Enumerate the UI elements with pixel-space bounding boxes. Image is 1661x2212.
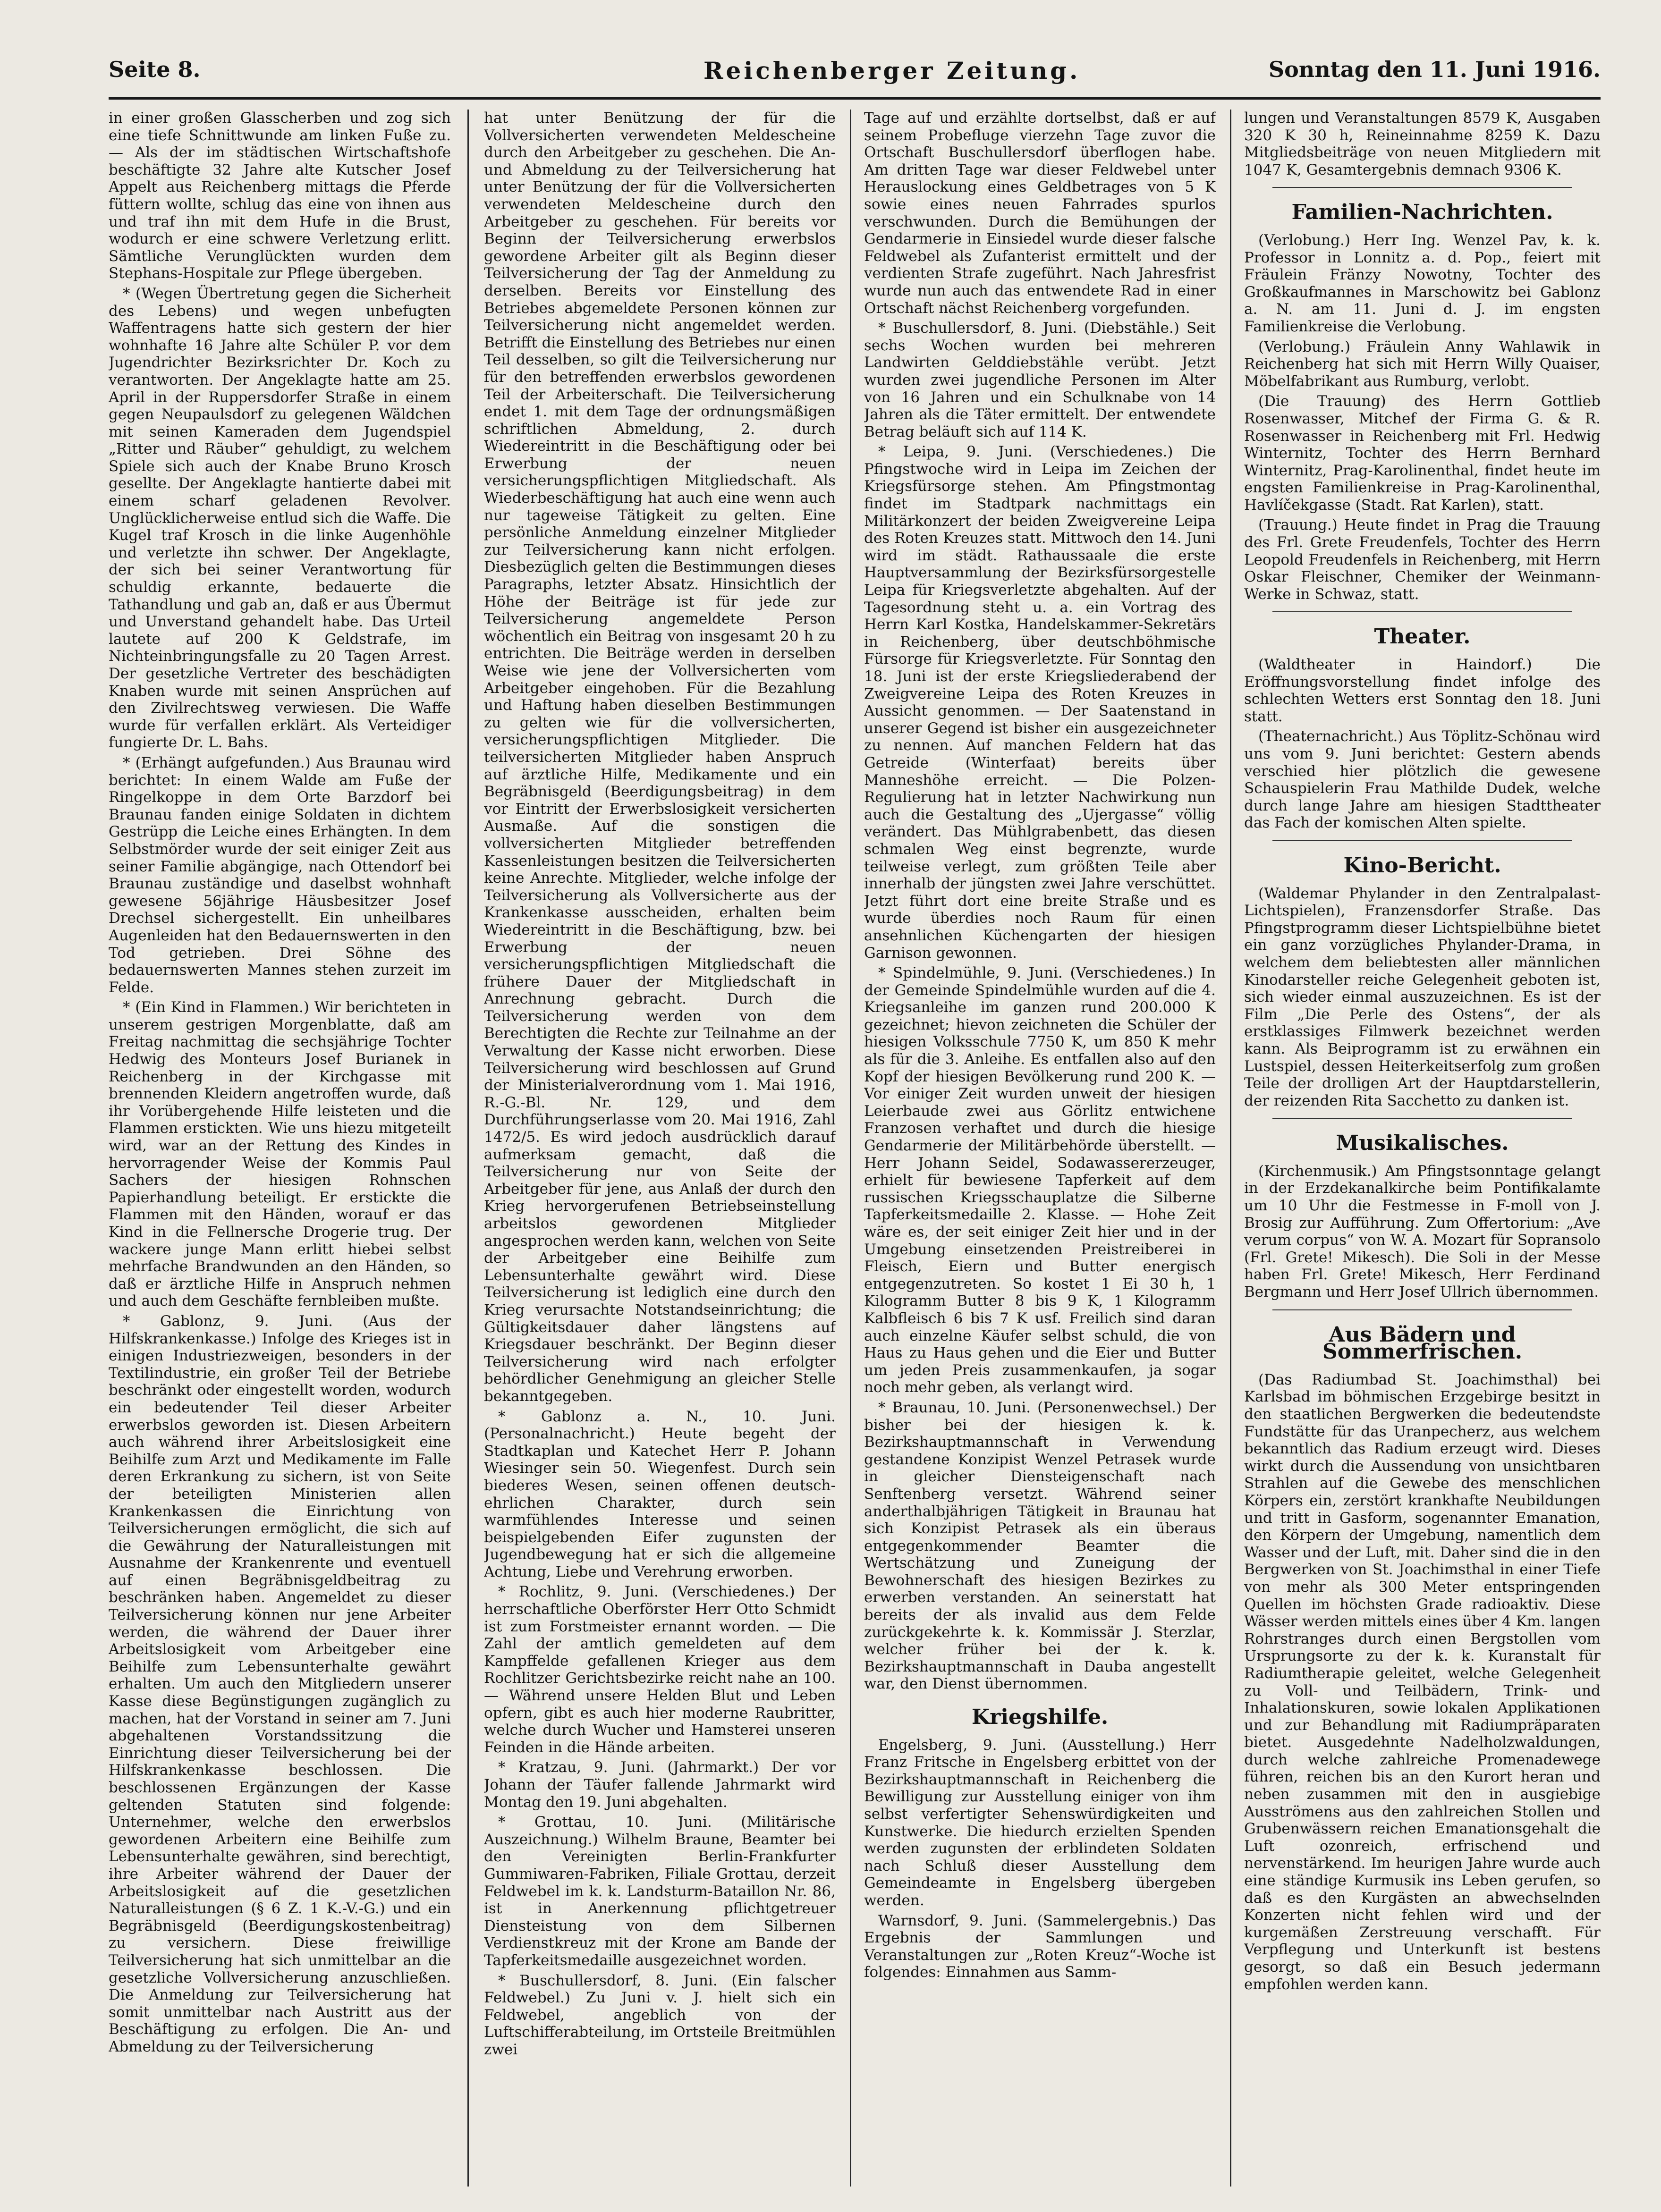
section-heading-kriegshilfe: Kriegshilfe.	[971, 1705, 1109, 1730]
article: * Grottau, 10. Juni. (Militärische Auszeichnung.) Wilhelm Braune, Beamter bei den Vereinigten Berlin-Frankfurter Gummiwaren-Fabriken, Filiale Grottau, derzeit Feldwebel im k. k. Landsturm-Bataillon Nr. 86, ist in Anerkennung pflichtgetreuer Diensteistung von dem Silbernen Verdienstkreuz mit der Krone am Bande der Tapferkeitsmedaille ausgezeichnet worden.	[484, 1814, 836, 1969]
article: hat unter Benützung der für die Vollversicherten verwendeten Meldescheine durch den Arbeitgeber zu geschehen. Die An- und Abmeldung zu der Teilversicherung hat unter Benützung der für die Vollversicherten verwendeten Meldescheine durch den Arbeitgeber zu geschehen. Für bereits vor Beginn der Teilversicherung erwerbslos gewordene Arbeiter gilt als Beginn dieser Teilversicherung der Tag der Anmeldung zu derselben. Bereits vor Einstellung des Betriebes abgemeldete Personen können zur Teilversicherung nicht angemeldet werden. Betrifft die Einstellung des Betriebes nur einen Teil desselben, so gilt die Teilversicherung nur für den betreffenden erwerbslos gewordenen Teil der Arbeiterschaft. Die Teilversicherung endet 1. mit dem Tage der ordnungsmäßigen schriftlichen Abmeldung, 2. durch Wiedereintritt in die Beschäftigung oder bei Erwerbung der neuen versicherungspflichtigen Mitgliedschaft. Als Wiederbeschäftigung hat auch eine wenn auch nur tageweise Tätigkeit zu gelten. Eine persönliche Anmeldung einzelner Mitglieder zur Teilversicherung kann nicht erfolgen. Diesbezüglich gelten die Bestimmungen dieses Paragraphs, letzter Absatz. Hinsichtlich der Höhe der Beiträge ist für jede zur Teilversicherung angemeldete Person wöchentlich ein Beitrag von insgesamt 20 h zu entrichten. Die Beiträge werden in derselben Weise wie jene der Vollversicherten vom Arbeitgeber eingehoben. Für die Bezahlung und Haftung haben dieselben Bestimmungen zu gelten wie für die vollversicherten, versicherungspflichtigen Mitglieder. Die teilversicherten Mitglieder haben Anspruch auf ärztliche Hilfe, Medikamente und ein Begräbnisgeld (Beerdigungsbeitrag) in dem vor Eintritt der Erwerbslosigkeit versicherten Ausmaße. Auf die sonstigen die vollversicherten Mitglieder betreffenden Kassenleistungen besitzen die Teilversicherten keine Anrechte. Mitglieder, welche infolge der Teilversicherung als Vollversicherte aus der Krankenkasse ausscheiden, erhalten beim Wiedereintritt in die Beschäftigung, bzw. bei Erwerbung der neuen versicherungspflichtigen Mitgliedschaft die frühere Dauer der Mitgliedschaft in Anrechnung gebracht. Durch die Teilversicherung werden von dem Berechtigten die Rechte zur Teilnahme an der Verwaltung der Kasse nicht erworben. Diese Teilversicherung wird beschlossen auf Grund der Ministerialverordnung vom 1. Mai 1916, R.-G.-Bl. Nr. 129, und dem Durchführungserlasse vom 20. Mai 1916, Zahl 1472/5. Es wird jedoch ausdrücklich darauf aufmerksam gemacht, daß die Teilversicherung nur von Seite der Arbeitgeber für jene, aus Anlaß der durch den Krieg hervorgerufenen Betriebseinstellung arbeitslos gewordenen Mitglieder angesprochen werden kann, welchen von Seite der Arbeitgeber eine Beihilfe zum Lebensunterhalte gewährt wird. Diese Teilversicherung ist lediglich eine durch den Krieg verursachte Notstandseinrichtung; die Gültigkeitsdauer daher längstens auf Kriegsdauer beschränkt. Der Beginn dieser Teilversicherung wird nach erfolgter behördlicher Genehmigung an gleicher Stelle bekanntgegeben.	[484, 110, 836, 1405]
section-heading: Aus Bädern und Sommerfrischen.	[1322, 1322, 1523, 1364]
article: (Die Trauung) des Herrn Gottlieb Rosenwasser, Mitchef der Firma G. & R. Rosenwasser in Reichenberg mit Frl. Hedwig Winternitz, Tochter des Herrn Bernhard Winternitz, Prag-Karolinenthal, findet heute im engsten Familienkreise in Prag-Karolinenthal, Havlíčekgasse (Stadt. Rat Karlen), statt.	[1244, 393, 1601, 514]
section-rule	[1272, 187, 1572, 188]
section-rule	[1272, 840, 1572, 841]
column-3	[864, 110, 1216, 2177]
section-heading: Kino-Bericht.	[1343, 853, 1501, 878]
article: (Waldtheater in Haindorf.) Die Eröffnungsvorstellung findet infolge des schlechten Wetters erst Sonntag den 18. Juni statt.	[1244, 656, 1601, 725]
article: * Spindelmühle, 9. Juni. (Verschiedenes.) In der Gemeinde Spindelmühle wurden auf die 4. Kriegsanleihe im ganzen rund 200.000 K gezeichnet; hievon zeichneten die Schüler der hiesigen Volksschule 7750 K, um 850 K mehr als für die 3. Anleihe. Es entfallen also auf den Kopf der hiesigen Bevölkerung rund 200 K. — Vor einiger Zeit wurden unweit der hiesigen Leierbaude zwei aus Görlitz entwichene Franzosen verhaftet und durch die hiesige Gendarmerie der Militärbehörde überstellt. — Herr Johann Seidel, Sodawassererzeuger, erhielt für bewiesene Tapferkeit auf dem russischen Kriegsschauplatze die Silberne Tapferkeitsmedaille 2. Klasse. — Hohe Zeit wäre es, der seit einiger Zeit hier und in der Umgebung einsetzenden Preistreiberei in Fleisch, Eiern und Butter energisch entgegenzutreten. So kostet 1 Ei 30 h, 1 Kilogramm Butter 8 bis 9 K, 1 Kilogramm Kalbfleisch 6 bis 7 K usf. Freilich sind daran auch einzelne Käufer selbst schuld, die von Haus zu Haus gehen und die Eier und Butter um jeden Preis zusammenkaufen, ja sogar noch mehr geben, als verlangt wird.	[864, 964, 1216, 1396]
article: Tage auf und erzählte dortselbst, daß er auf seinem Probefluge vierzehn Tage zuvor die Ortschaft Buschullersdorf überflogen habe. Am dritten Tage war dieser Feldwebel unter Herauslockung eines Geldbetrages von 5 K sowie eines neuen Fahrrades spurlos verschwunden. Durch die Bemühungen der Gendarmerie in Einsiedel wurde dieser falsche Feldwebel als Zufanterist ermittelt und der verdienten Strafe zugeführt. Nach Jahresfrist wurde nun auch das entwendete Rad in einer Ortschaft nächst Reichenberg vorgefunden.	[864, 110, 1216, 317]
page-number: Seite 8.	[109, 57, 201, 82]
column-divider	[1230, 110, 1231, 2187]
article: * Leipa, 9. Juni. (Verschiedenes.) Die Pfingstwoche wird in Leipa im Zeichen der Kriegsfürsorge stehen. Am Pfingstmontag findet im Stadtpark nachmittags ein Militärkonzert der beiden Zweigvereine Leipa des Roten Kreuzes statt. Mittwoch den 14. Juni wird im städt. Rathaussaale die erste Hauptversammlung der Bezirksfürsorgestelle Leipa für Kriegsverletzte abgehalten. Auf der Tagesordnung steht u. a. ein Vortrag des Herrn Karl Kostka, Handelskammer-Sekretärs in Reichenberg, über deutschböhmische Fürsorge für Kriegsverletzte. Für Sonntag den 18. Juni ist der erste Kriegsliederabend der Zweigvereine Leipa des Roten Kreuzes in Aussicht genommen. — Der Saatenstand in unserer Gegend ist bisher ein ausgezeichneter zu nennen. Auf manchen Feldern hat das Getreide (Winterfaat) bereits über Manneshöhe erreicht. — Die Polzen-Regulierung hat in letzter Nachwirkung nun auch die Gestaltung des „Ujergasse“ völlig verändert. Das Mühlgrabenbett, das diesen schmalen Weg einst begrenzte, wurde teilweise verlegt, zum größten Teile aber innerhalb der jüngsten zwei Jahre verschüttet. Jetzt führt dort eine breite Straße und es wurde überdies noch Raum für einen ansehnlichen Küchengarten der hiesigen Garnison gewonnen.	[864, 443, 1216, 962]
section-heading: Theater.	[1374, 625, 1471, 649]
section-rule	[1272, 611, 1572, 612]
article: Engelsberg, 9. Juni. (Ausstellung.) Herr Franz Fritsche in Engelsberg erbittet von der Bezirkshauptmannschaft in Reichenberg die Bewilligung zur Ausstellung einiger von ihm selbst verfertigter Sehenswürdigkeiten und Kunstwerke. Die hiedurch erzielten Spenden werden zugunsten der erblindeten Soldaten nach Schluß dieser Ausstellung dem Gemeindeamte in Engelsberg übergeben werden.	[864, 1736, 1216, 1909]
article: * Buschullersdorf, 8. Juni. (Ein falscher Feldwebel.) Zu Juni v. J. hielt sich ein Feldwebel, angeblich von der Luftschifferabteilung, im Ortsteile Breitmühlen zwei	[484, 1972, 836, 2058]
article: * Kratzau, 9. Juni. (Jahrmarkt.) Der vor Johann der Täufer fallende Jahrmarkt wird Montag den 19. Juni abgehalten.	[484, 1759, 836, 1811]
article: * Gablonz a. N., 10. Juni. (Personalnachricht.) Heute begeht der Stadtkaplan und Katechet Herr P. Johann Wiesinger sein 50. Wiegenfest. Durch sein biederes Wesen, seinen offenen deutsch-ehrlichen Charakter, durch sein warmfühlendes Interesse und seinen beispielgebenden Eifer zugunsten der Jugendbewegung hat er sich die allgemeine Achtung, Liebe und Verehrung erworben.	[484, 1408, 836, 1580]
article: Warnsdorf, 9. Juni. (Sammelergebnis.) Das Ergebnis der Sammlungen und Veranstaltungen zur „Roten Kreuz“-Woche ist folgendes: Einnahmen aus Samm-	[864, 1912, 1216, 1981]
article: in einer großen Glasscherben und zog sich eine tiefe Schnittwunde am linken Fuße zu. — Als der im städtischen Wirtschaftshofe beschäftigte 32 Jahre alte Kutscher Josef Appelt aus Reichenberg mittags die Pferde füttern wollte, schlug das eine von ihnen aus und traf ihn mit dem Hufe in die Brust, wodurch er eine schwere Verletzung erlitt. Sämtliche Verunglückten wurden dem Stephans-Hospitale zur Pflege übergeben.	[109, 110, 451, 282]
article: (Theaternachricht.) Aus Töplitz-Schönau wird uns vom 9. Juni berichtet: Gestern abends verschied hier plötzlich die gewesene Schauspielerin Frau Mathilde Dudek, welche durch lange Jahre am hiesigen Stadttheater das Fach der komischen Alten spielte.	[1244, 728, 1601, 832]
issue-date: Sonntag den 11. Juni 1916.	[1268, 57, 1601, 82]
section-heading: Familien-Nachrichten.	[1291, 200, 1553, 225]
page-header	[109, 57, 1601, 94]
section-heading: Musikalisches.	[1336, 1131, 1509, 1156]
column-1	[109, 110, 451, 2177]
article: (Kirchenmusik.) Am Pfingstsonntage gelangt in der Erzdekanalkirche beim Pontifikalamte um 10 Uhr die Festmesse in F-moll von J. Brosig zur Aufführung. Zum Offertorium: „Ave verum corpus“ von W. A. Mozart für Sopransolo (Frl. Grete! Mikesch). Die Soli in der Messe haben Frl. Grete! Mikesch, Herr Ferdinand Bergmann und Herr Josef Ullrich übernommen.	[1244, 1162, 1601, 1301]
article: * Gablonz, 9. Juni. (Aus der Hilfskrankenkasse.) Infolge des Krieges ist in einigen Industriezweigen, besonders in der Textilindustrie, ein großer Teil der Betriebe beschränkt oder eingestellt worden, wodurch ein bedeutender Teil dieser Arbeiter erwerbslos geworden ist. Diesen Arbeitern auch während ihrer Arbeitslosigkeit eine Beihilfe zum Arzt und Medikamente im Falle deren Erkrankung zu sichern, ist von Seite der beteiligten Ministerien allen Krankenkassen die Einrichtung von Teilversicherungen ermöglicht, die sich auf die Gewährung der Naturalleistungen mit Ausnahme der Krankenrente und eventuell auf einen Begräbnisgeldbeitrag zu beschränken haben. Angemeldet zu dieser Teilversicherung können nur jene Arbeiter werden, die während der Dauer ihrer Arbeitslosigkeit vom Arbeitgeber eine Beihilfe zum Lebensunterhalte gewährt erhalten. Um auch den Mitgliedern unserer Kasse diese Begünstigungen zugänglich zu machen, hat der Vorstand in seiner am 7. Juni abgehaltenen Vorstandssitzung die Einrichtung dieser Teilversicherung bei der Hilfskrankenkasse beschlossen. Die beschlossenen Ergänzungen der Kasse geltenden Statuten sind folgende: Unternehmer, welche den erwerbslos gewordenen Arbeitern eine Beihilfe zum Lebensunterhalte gewähren, sind berechtigt, ihre Arbeiter während der Dauer der Arbeitslosigkeit auf die gesetzlichen Naturalleistungen (§ 6 Z. 1 K.-V.-G.) und ein Begräbnisgeld (Beerdigungskostenbeitrag) zu versichern. Diese freiwillige Teilversicherung hat sich unmittelbar an die gesetzliche Vollversicherung anzuschließen. Die Anmeldung zur Teilversicherung hat somit unmittelbar nach Austritt aus der Beschäftigung zu erfolgen. Die An- und Abmeldung zu der Teilversicherung	[109, 1312, 451, 2055]
column-2	[484, 110, 836, 2177]
section-rule	[1272, 1309, 1572, 1310]
header-rule	[109, 97, 1601, 100]
article: * (Wegen Übertretung gegen die Sicherheit des Lebens) und wegen unbefugten Waffentragens hatte sich gestern der hier wohnhafte 16 Jahre alte Schüler P. vor dem Jugendrichter Bezirksrichter Dr. Koch zu verantworten. Der Angeklagte hatte am 25. April in der Ruppersdorfer Straße in einem gegen Neupaulsdorf zu gelegenen Wäldchen mit seinen Kameraden dem Jugendspiel „Ritter und Räuber“ gehuldigt, zu welchem Spiele sich auch der Knabe Bruno Krosch gesellte. Der Angeklagte hantierte dabei mit einem scharf geladenen Revolver. Unglücklicherweise entlud sich die Waffe. Die Kugel traf Krosch in die linke Augenhöhle und verletzte ihn schwer. Der Angeklagte, der sich bei seiner Verantwortung für schuldig erkannte, bedauerte die Tathandlung und gab an, daß er aus Übermut und Unverstand gehandelt habe. Das Urteil lautete auf 200 K Geldstrafe, im Nichteinbringungsfalle zu 20 Tagen Arrest. Der gesetzliche Vertreter des beschädigten Knaben wurde mit seinen Ansprüchen auf den Zivilrechtsweg verwiesen. Die Waffe wurde für verfallen erklärt. Als Verteidiger fungierte Dr. L. Bahs.	[109, 285, 451, 751]
column-4	[1244, 110, 1601, 2177]
masthead: Reichenberger Zeitung.	[703, 57, 1081, 84]
article: * Rochlitz, 9. Juni. (Verschiedenes.) Der herrschaftliche Oberförster Herr Otto Schmidt ist zum Forstmeister ernannt worden. — Die Zahl der amtlich gemeldeten auf dem Kampffelde gefallenen Krieger aus dem Rochlitzer Gerichtsbezirke reicht nahe an 100. — Während unsere Helden Blut und Leben opfern, gibt es auch hier moderne Raubritter, welche durch Wucher und Hamsterei unseren Feinden in die Hände arbeiten.	[484, 1583, 836, 1756]
article: (Trauung.) Heute findet in Prag die Trauung des Frl. Grete Freudenfels, Tochter des Herrn Leopold Freudenfels in Reichenberg, mit Herrn Oskar Fleischner, Chemiker der Weinmann-Werke in Schwaz, statt.	[1244, 516, 1601, 603]
article: (Waldemar Phylander in den Zentralpalast-Lichtspielen), Franzensdorfer Straße. Das Pfingstprogramm dieser Lichtspielbühne bietet ein ganz vorzügliches Phylander-Drama, in welchem dem beliebtesten aller männlichen Kinodarsteller reiche Gelegenheit geboten ist, sich wieder einmal auszuzeichnen. Es ist der Film „Die Perle des Ostens“, der als erstklassiges Filmwerk bezeichnet werden kann. Als Beiprogramm ist zu erwähnen ein Lustspiel, dessen Heiterkeitserfolg zum großen Teile der drolligen Art der Hauptdarstellerin, der reizenden Rita Sacchetto zu danken ist.	[1244, 885, 1601, 1109]
article: lungen und Veranstaltungen 8579 K, Ausgaben 320 K 30 h, Reineinnahme 8259 K. Dazu Mitgliedsbeiträge von neuen Mitgliedern mit 1047 K, Gesamtergebnis demnach 9306 K.	[1244, 110, 1601, 178]
article: * Buschullersdorf, 8. Juni. (Diebstähle.) Seit sechs Wochen wurden bei mehreren Landwirten Gelddiebstähle verübt. Jetzt wurden zwei jugendliche Personen im Alter von 16 Jahren und ein Schulknabe von 14 Jahren als die Täter ermittelt. Der entwendete Betrag beläuft sich auf 114 K.	[864, 320, 1216, 440]
article: (Verlobung.) Fräulein Anny Wahlawik in Reichenberg hat sich mit Herrn Willy Quaiser, Möbelfabrikant aus Rumburg, verlobt.	[1244, 338, 1601, 390]
column-divider	[467, 110, 469, 2187]
section-rule	[1272, 1118, 1572, 1119]
article: (Das Radiumbad St. Joachimsthal) bei Karlsbad im böhmischen Erzgebirge besitzt in den staatlichen Bergwerken die bedeutendste Fundstätte für das Uranpecherz, aus welchem bekanntlich das Radium erzeugt wird. Dieses wirkt durch die Aussendung von unsichtbaren Strahlen auf die Gewebe des menschlichen Körpers ein, zerstört krankhafte Neubildungen und tritt in Gasform, sogenannter Emanation, den Körpern der Umgebung, namentlich dem Wasser und der Luft, mit. Daher sind die in den Bergwerken von St. Joachimsthal in einer Tiefe von mehr als 300 Meter entspringenden Quellen im höchsten Grade radioaktiv. Diese Wässer werden mittels eines über 4 Km. langen Rohrstranges durch einen Bergstollen vom Ursprungsorte zu der k. k. Kuranstalt für Radiumtherapie geleitet, welche Gelegenheit zu Voll- und Teilbädern, Trink- und Inhalationskuren, sowie lokalen Applikationen und zur Behandlung mit Radiumpräparaten bietet. Ausgedehnte Nadelholzwaldungen, durch welche zahlreiche Promenadewege führen, reichen bis an den Kurort heran und neben zusammen mit den in ausgiebige Ausströmens aus den zahlreichen Stollen und Grubenwässern reichen Emanationsgehalt die Luft ozonreich, erfrischend und nervenstärkend. Im heurigen Jahre wurde auch eine ständige Kurmusik ins Leben gerufen, so daß es den Kurgästen an abwechselnden Konzerten nicht fehlen wird und der kurgemäßen Zerstreuung verschafft. Für Verpflegung und Unterkunft ist bestens gesorgt, so daß ein Besuch jedermann empfohlen werden kann.	[1244, 1371, 1601, 1993]
article: * (Erhängt aufgefunden.) Aus Braunau wird berichtet: In einem Walde am Fuße der Ringelkoppe in dem Orte Barzdorf bei Braunau fanden einige Soldaten in dichtem Gestrüpp die Leiche eines Erhängten. In dem Selbstmörder wurde der seit einiger Zeit aus seiner Familie abgängige, nach Ottendorf bei Braunau zuständige und daselbst wohnhaft gewesene 56jährige Häusbesitzer Josef Drechsel sichergestellt. Ein unheilbares Augenleiden hat den Bedauernswerten in den Tod getrieben. Drei Söhne des bedauernswerten Mannes stehen zurzeit im Felde.	[109, 754, 451, 996]
article: * Braunau, 10. Juni. (Personenwechsel.) Der bisher bei der hiesigen k. k. Bezirkshauptmannschaft in Verwendung gestandene Konzipist Wenzel Petrasek wurde in gleicher Diensteigenschaft nach Senftenberg versetzt. Während seiner anderthalbjährigen Tätigkeit in Braunau hat sich Konzipist Petrasek als ein überaus entgegenkommender Beamter die Wertschätzung und Zuneigung der Bewohnerschaft des hiesigen Bezirkes zu erwerben verstanden. An seinerstatt hat bereits der als invalid aus dem Felde zurückgekehrte k. k. Kommissär J. Sterzlar, welcher früher bei der k. k. Bezirkshauptmannschaft in Dauba angestellt war, den Dienst übernommen.	[864, 1399, 1216, 1693]
article: (Verlobung.) Herr Ing. Wenzel Pav, k. k. Professor in Lonnitz a. d. Pop., feiert mit Fräulein Fränzy Nowotny, Tochter des Großkaufmannes in Marschowitz bei Gablonz a. N. am 11. Juni d. J. im engsten Familienkreise die Verlobung.	[1244, 231, 1601, 335]
article: * (Ein Kind in Flammen.) Wir berichteten in unserem gestrigen Morgenblatte, daß am Freitag nachmittag die sechsjährige Tochter Hedwig des Monteurs Josef Burianek in Reichenberg in der Kirchgasse mit brennenden Kleidern angetroffen wurde, daß ihr Vorübergehende Hilfe leisteten und die Flammen erstickten. Wie uns hiezu mitgeteilt wird, war an der Rettung des Kindes in hervorragender Weise der Kommis Paul Sachers der hiesigen Rohnschen Papierhandlung beteiligt. Er erstickte die Flammen mit den Händen, worauf er das Kind in die Fellnersche Drogerie trug. Der wackere junge Mann erlitt hiebei selbst mehrfache Brandwunden an den Händen, so daß er ärztliche Hilfe in Anspruch nehmen und auch dem Geschäfte fernbleiben mußte.	[109, 999, 451, 1310]
column-divider	[850, 110, 851, 2187]
